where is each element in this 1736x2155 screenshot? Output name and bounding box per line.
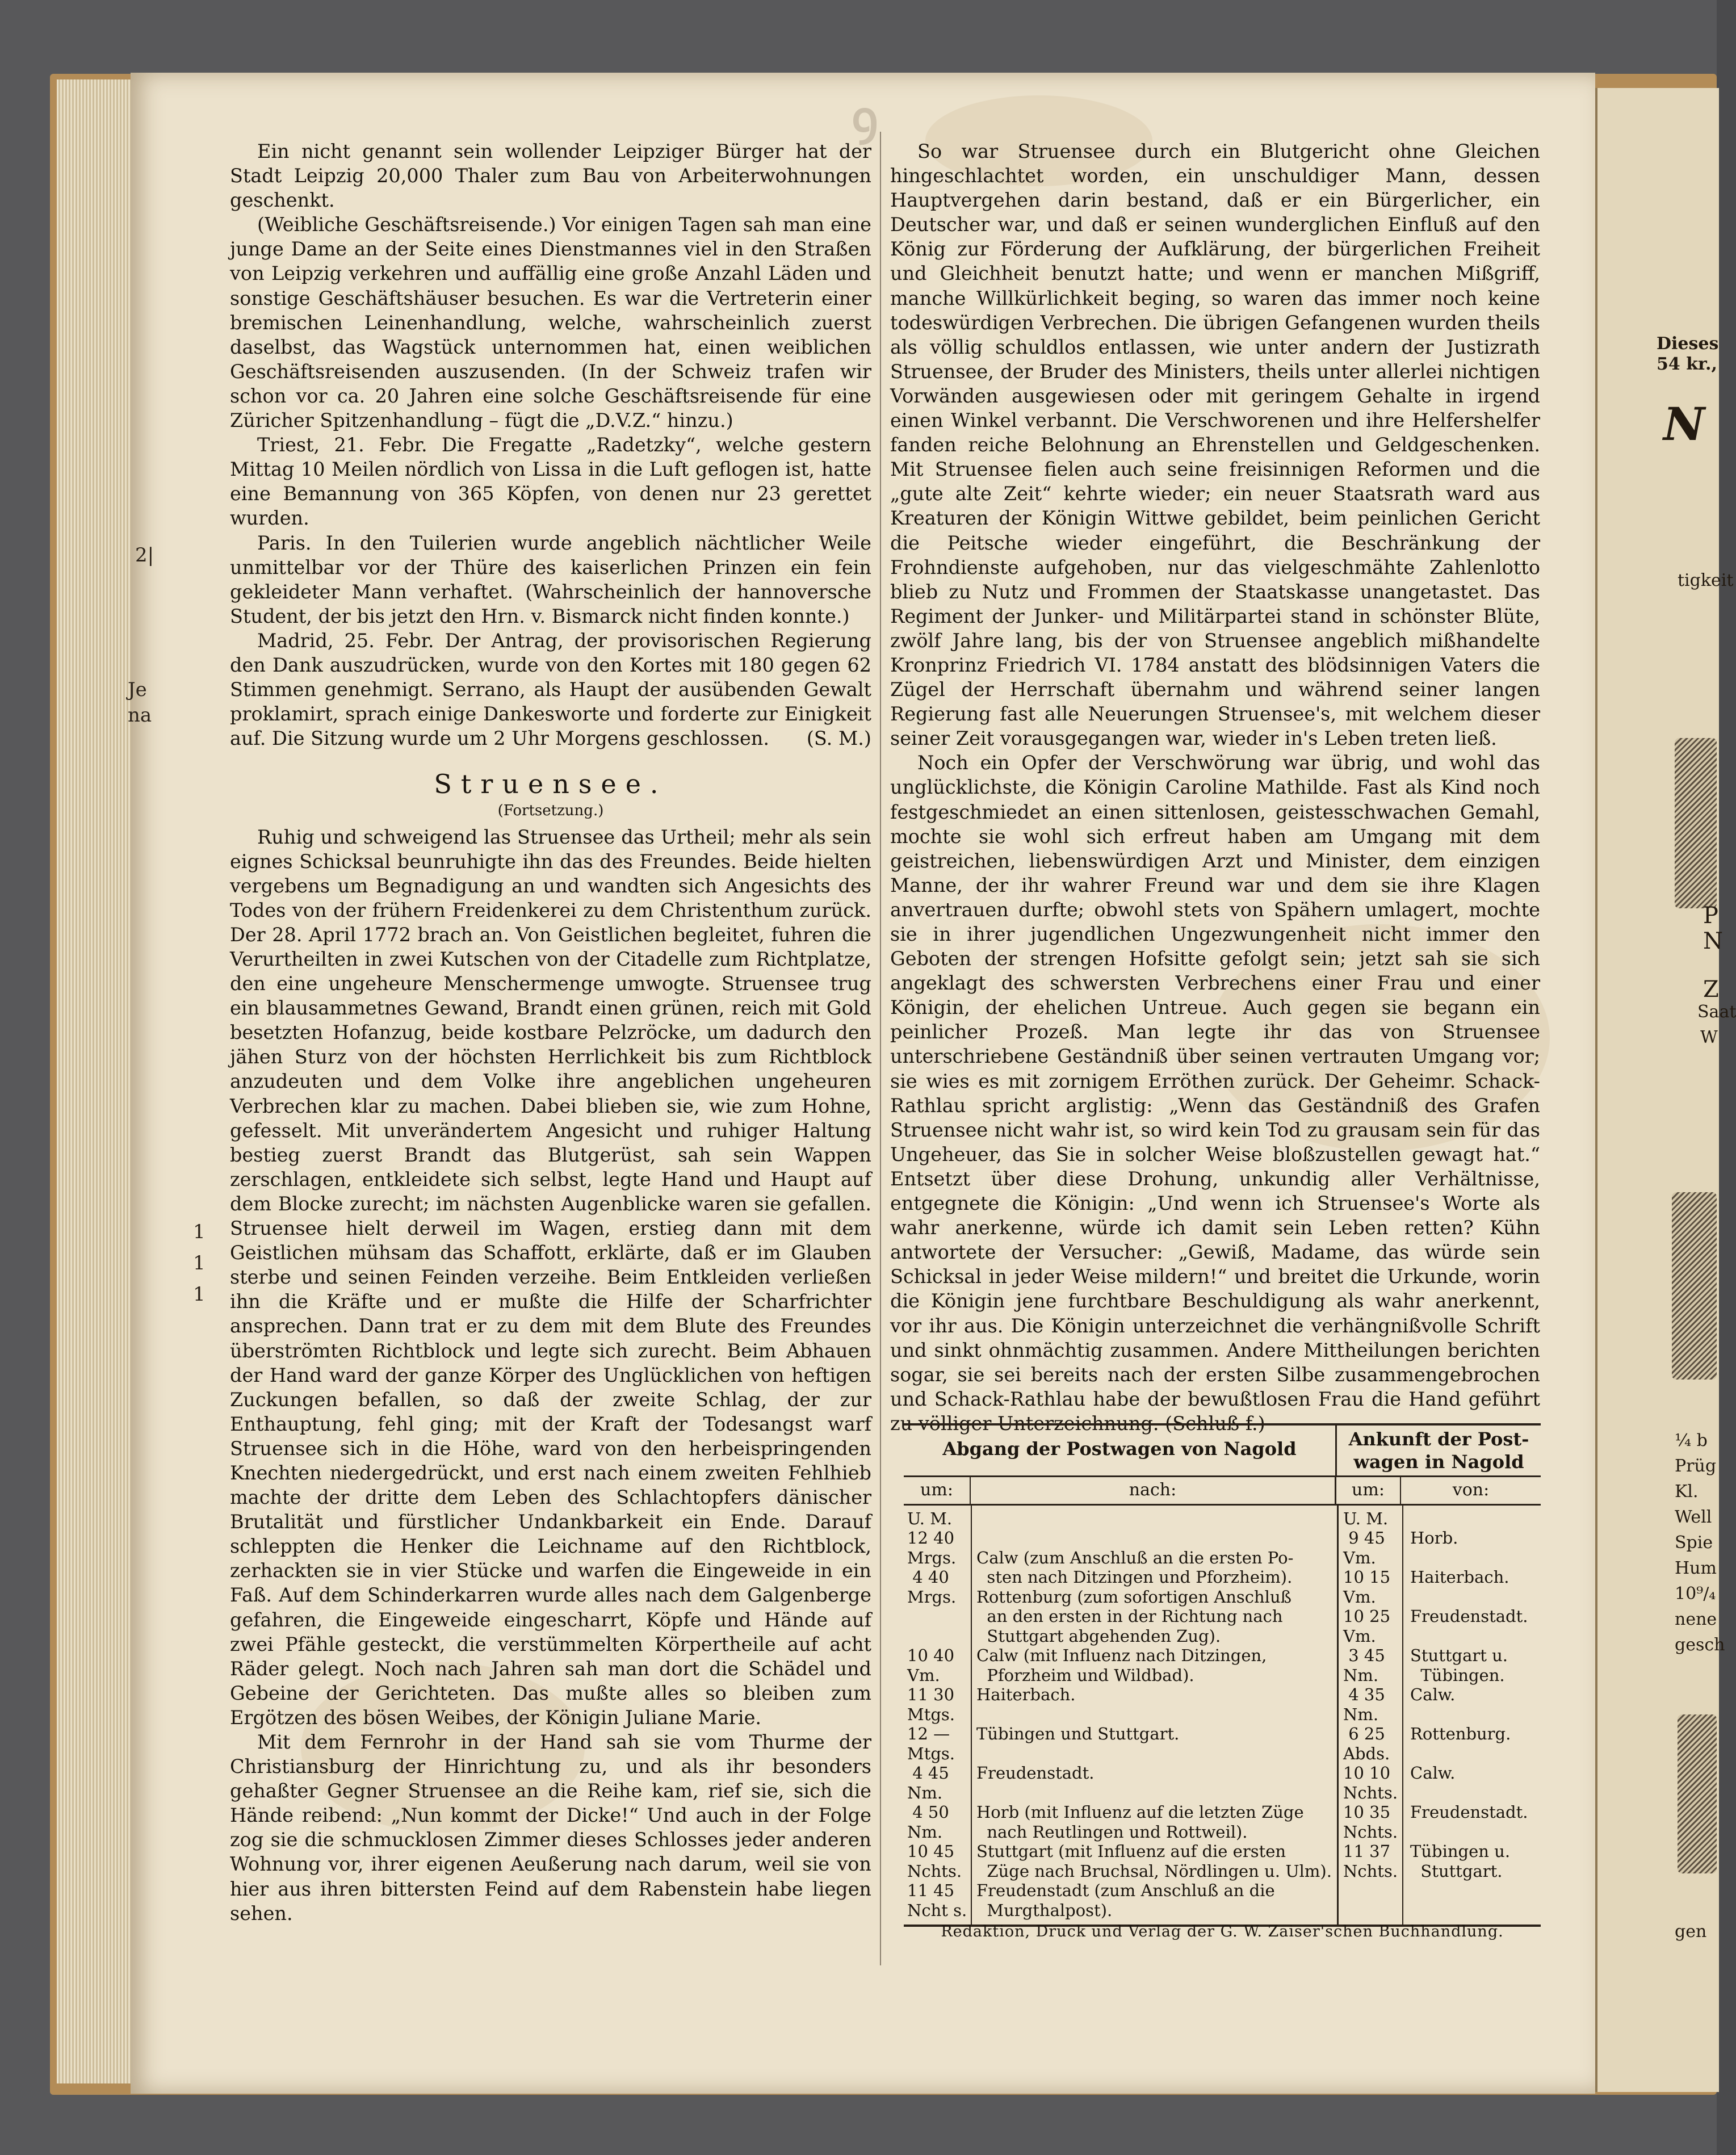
arrival-header-line1: Ankunft der Post- (1348, 1428, 1529, 1450)
next-page-fragment: gesch (1675, 1635, 1725, 1655)
timetable-body (904, 1506, 1541, 1925)
next-page-engraving (1678, 1714, 1717, 1873)
margin-fragment: 1 (193, 1283, 206, 1306)
next-page-fragment: W (1700, 1028, 1718, 1047)
article-paragraph: Noch ein Opfer der Verschwörung war übrig, und wohl das unglücklichste, die Königin Caroline Mathilde. Fast als Kind noch festgeschmiedet an einen sittenlosen, geistesschwachen Gemahl, mochte sie wohl sich erfreut haben am Umgang mit dem geistreichen, liebenswürdigen Arzt und Minister, dem einzigen Manne, der ihr wahrer Freund war und dem sie ihre Klagen anvertrauen durfte; obwohl stets von Spähern umlagert, mochte sie in ihrer jugendlichen Ungezwungenheit nicht immer den Geboten der strengen Hofsitte gefolgt sein; jetzt sah sie sich angeklagt des schwersten Verbrechens einer Frau und einer Königin, der ehelichen Untreue. Auch gegen sie begann ein peinlicher Prozeß. Man legte ihr das von Struensee unterschriebene Geständniß über seinen vertrauten Umgang vor; sie wies es mit zornigem Erröthen zurück. Der Geheimr. Schack-Rathlau spricht arglistig: „Wenn das Geständniß des Grafen Struensee nicht wahr ist, so wird kein Tod zu grausam sein für das Ungeheuer, das Sie in solcher Weise bloßzustellen gewagt hat.“ Entsetzt über diese Drohung, unkundig aller Verhältnisse, entgegnete die Königin: „Und wenn ich Struensee's Worte als wahr anerkenne, würde ich damit sein Leben retten? Kühn antwortete der Versucher: „Gewiß, Madame, das würde sein Schicksal in jeder Weise mildern!“ und breitet die Urkunde, worin die Königin jene furchtbare Beschuldigung als wahr anerkennt, vor ihr aus. Die Königin unterzeichnet die verhängnißvolle Schrift und sinkt ohnmächtig zusammen. Andere Mittheilungen berichten sogar, sie sei bereits nach der ersten Silbe zusammengebrochen und Schack-Rathlau habe der bewußtlosen Frau die Hand geführt zu völliger Unterzeichnung. (890, 752, 1540, 1435)
margin-fragment: 1 (193, 1252, 206, 1274)
postal-timetable (904, 1423, 1541, 1927)
news-item-triest: Triest, 21. Febr. Die Fregatte „Radetzky“, welche gestern Mittag 10 Meilen nördlich von Lissa in die Luft geflogen ist, hatte eine Bemannung von 365 Köpfen, von denen nur 23 gerettet wurden. (230, 434, 871, 530)
madrid-text: Madrid, 25. Febr. Der Antrag, der provisorischen Regierung den Dank auszudrücken, wurde von den Kortes mit 180 gegen 62 Stimmen genehmigt. Serrano, als Haupt der ausübenden Gewalt proklamirt, sprach einige Dankesworte und forderte zur Einigkeit auf. Die Sitzung wurde um 2 Uhr Morgens geschlossen. (230, 629, 871, 750)
next-page-fragment: Dieses (1657, 334, 1719, 354)
next-page-fragment: Saat (1697, 1002, 1736, 1022)
next-page-heading-fragment: N (1663, 397, 1705, 451)
article-paragraph: Ruhig und schweigend las Struensee das Urtheil; mehr als sein eignes Schicksal beunruhigte ihn das des Freundes. Beide hielten vergebens um Begnadigung an und wandten sich Angesichts des Todes von der frühern Freidenkerei zu dem Christenthum zurück. Der 28. April 1772 brach an. Von Geistlichen begleitet, fuhren die Verurtheilten in zwei Kutschen von der Citadelle zum Richtplatze, den eine ungeheure Menschermenge umwogte. Struensee trug ein blausammetnes Gewand, Brandt einen grünen, reich mit Gold besetzten Hofanzug, beide kostbare Pelzröcke, um dadurch den jähen Sturz von der höchsten Herrlichkeit bis zum Richtblock anzudeuten und dem Volke ihre angeblichen ungeheuren Verbrechen klar zu machen. Dabei blieben sie, wie zum Hohne, gefesselt. Mit unverändertem Angesicht und ruhiger Haltung bestieg zuerst Brandt das Blutgerüst, sah sein Wappen zerschlagen, entkleidete sich selbst, legte Hand und Haupt auf dem Blocke zurecht; im nächsten Augenblicke waren sie gefallen. Struensee hielt derweil im Wagen, erstieg dann mit dem Geistlichen mühsam das Schaffott, erklärte, daß er im Glauben sterbe und seinen Feinden verzeihe. Beim Entkleiden verließen ihn die Kräfte und er mußte die Hilfe der Scharfrichter ansprechen. Dann trat er zu dem mit dem Blute des Freundes überströmten Richtblock und legte sich zurecht. Beim Abhauen der Hand ward der ganze Körper des Unglücklichen von heftigen Zuckungen befallen, so daß der zweite Schlag, der zur Enthauptung, fehl ging; mit der Kraft der Todesangst warf Struensee sich in die Höhe, ward von den herbeispringenden Knechten niedergedrückt, und erst nach einem zweiten Fehlhieb machte der dritte dem Leben des Schlachtopfers dänischer Brutalität und fürstlicher Undankbarkeit ein Ende. Darauf schleppten die Henker die Leichname auf den Richtblock, zerhackten sie in vier Stücke und warfen die Eingeweide in ein Faß. Auf dem Schinderkarren wurde alles nach dem Galgenberge gefahren, die Eingeweide eingescharrt, Köpfe und Hände auf zwei Pfähle gesteckt, die verstümmelten Körpertheile auf acht Räder gelegt. Noch nach Jahren sah man dort die Schädel und Gebeine der Gerichteten. Das mußte alles so bleiben zum Ergötzen des bösen Weibes, der Königin Juliane Marie. (230, 825, 871, 1729)
departure-destinations: Calw (zum Anschluß an die ersten Po- sten nach Ditzingen und Pforzheim). Rottenburg (zum sofortigen Anschluß an den ersten in der Richtung nach Stuttgart abgehenden Zug). Calw (mit Influenz nach Ditzingen, Pforzheim und Wildbad). Haiterbach. Tübingen und Stuttgart. Freudenstadt. Horb (mit Influenz auf die letzten Züge nach Reutlingen und Rottweil). Stuttgart (mit Influenz auf die ersten Züge nach Bruchsal, Nördlingen u. Ulm). Freudenstadt (zum Anschluß an die Murgthalpost). (976, 1548, 1332, 1920)
column-divider (880, 132, 881, 1965)
next-page-engraving (1675, 738, 1717, 908)
right-column (890, 139, 1540, 1436)
news-item-saleswoman: (Weibliche Geschäftsreisende.) Vor einigen Tagen sah man eine junge Dame an der Seite eines Dienstmannes viel in den Straßen von Leipzig verkehren und auffällig eine große Anzahl Läden und sonstige Geschäftshäuser besuchen. Es war die Vertreterin einer bremischen Leinenhandlung, welche, wahrscheinlich zuerst daselbst, das Wagstück unternommen hat, einen weiblichen Geschäftsreisenden auszusenden. (In der Schweiz trafen wir schon vor ca. 20 Jahren eine solche Geschäftsreisende für eine Züricher Spitzenhandlung – fügt die „D.V.Z.“ hinzu.) (230, 213, 871, 432)
next-page-fragment: gen (1675, 1922, 1707, 1942)
news-item-leipzig: Ein nicht genannt sein wollender Leipziger Bürger hat der Stadt Leipzig 20,000 Thaler zum Bau von Arbeiterwohnungen geschenkt. (230, 140, 871, 212)
next-page-fragment: 54 kr., (1657, 354, 1717, 374)
next-page-fragment: Z (1703, 976, 1719, 1003)
margin-fragment: na (128, 704, 152, 727)
page-stack-edges (57, 79, 136, 2083)
madrid-signature: (S. M.) (806, 727, 871, 750)
arrival-header (1337, 1426, 1541, 1475)
next-page-fragment: Spie (1675, 1533, 1713, 1553)
article-paragraph: So war Struensee durch ein Blutgericht ohne Gleichen hingeschlachtet worden, ein unschuldiger Mann, dessen Hauptvergehen darin bestand, daß er ein Bürgerlicher, ein Deutscher war, und daß er seinen wunderglichen Einfluß auf den König zur Förderung der Aufklärung, der bürgerlichen Freiheit und Gleichheit benutzt hatte; und wenn er manchen Mißgriff, manche Willkürlichkeit beging, so waren das immer noch keine todeswürdigen Verbrechen. Die übrigen Gefangenen wurden theils als völlig schuldlos entlassen, wie unter andern der Justizrath Struensee, der Bruder des Ministers, theils unter allerlei nichtigen Vorwänden ausgewiesen oder mit geringem Gehalte in irgend einen Winkel verbannt. Die Verschworenen und ihre Helfershelfer fanden reiche Belohnung an Ehrenstellen und Geldgeschenken. Mit Struensee fielen auch seine freisinnigen Reformen und die „gute alte Zeit“ kehrte wieder; ein neuer Staatsrath ward aus Kreaturen der Königin Wittwe gebildet, beim peinlichen Gericht die Peitsche wieder eingeführt, die Beschränkung der Frohndienste aufgehoben, nur das vielgeschmähte Zahlenlotto blieb zu Nutz und Frommen der Staatskasse unangetastet. Das Regiment der Junker- und Militärpartei stand in schönster Blüte, zwölf Jahre lang, bis der von Struensee angeblich mißhandelte Kronprinz Friedrich VI. 1784 anstatt des blödsinnigen Vaters die Zügel der Herrschaft übernahm und während seiner langen Regierung fast alle Neuerungen Struensee's, mit welchem dieser seiner Zeit vorausgegangen war, wieder in's Leben treten ließ. (890, 140, 1540, 750)
timetable-subheader (904, 1477, 1541, 1506)
next-page-fragment: P (1703, 903, 1718, 929)
arrival-times: U. M. 9 45 Vm. 10 15 Vm. 10 25 Vm. 3 45 Nm. 4 35 Nm. 6 25 Abds. 10 10 Nchts. 10 35 Nchts. 11 37 Nchts. (1343, 1508, 1398, 1881)
next-page-fragment: ¼ b (1675, 1431, 1708, 1450)
arrival-origins: Horb. Haiterbach. Freudenstadt. Stuttgart u. Tübingen. Calw. Rottenburg. Calw. Freudenstadt. Tübingen u. Stuttgart. (1410, 1528, 1528, 1881)
next-page-fragment: Prüg (1675, 1456, 1717, 1476)
margin-fragment: 2| (135, 544, 154, 567)
next-page-fragment: 10⁹/₄ (1675, 1584, 1716, 1604)
article-title: Struensee. (434, 769, 668, 800)
margin-fragment: Je (128, 678, 147, 701)
sub-um: um: (904, 1477, 971, 1504)
timetable-header (904, 1426, 1541, 1477)
news-item-madrid (230, 628, 871, 751)
margin-fragment: 1 (193, 1221, 206, 1243)
next-page-fragment: Kl. (1675, 1482, 1704, 1502)
departure-header: Abgang der Postwagen von Nagold (904, 1426, 1337, 1475)
next-page-fragment: Hum (1675, 1558, 1717, 1578)
next-page-fragment: tigkeit (1678, 571, 1734, 590)
left-column (230, 139, 871, 1926)
sub-von: von: (1452, 1480, 1490, 1500)
next-page-fragment: Well (1675, 1507, 1712, 1527)
article-subtitle: (Fortsetzung.) (497, 802, 604, 820)
next-page-engraving (1672, 1192, 1717, 1380)
next-page-fragment: N (1703, 928, 1723, 954)
news-item-paris: Paris. In den Tuilerien wurde angeblich nächtlicher Weile unmittelbar vor der Thüre des kaiserlichen Prinzen ein fein gekleideter Mann verhaftet. (Wahrscheinlich der hannoversche Student, der bis jetzt den Hrn. v. Bismarck nicht finden konnte.) (230, 531, 871, 627)
article-paragraph: Mit dem Fernrohr in der Hand sah sie vom Thurme der Christiansburg der Hinrichtung zu, und als ihr besonders gehaßter Gegner Struensee an die Reihe kam, rief sie, sich die Hände reibend: „Nun kommt der Dicke!“ Und auch in der Folge zog sie die schmucklosen Zimmer dieses Schlosses jeder anderen Wohnung vor, ihrer eigenen Aeußerung nach darum, weil sie von hier aus ihren bittersten Feind auf dem Rabenstein habe liegen sehen. (230, 1731, 871, 1925)
imprint-footer: Redaktion, Druck und Verlag der G. W. Zaiser'schen Buchhandlung. (941, 1923, 1504, 1940)
sub-nach: nach: (971, 1477, 1336, 1504)
sub-um-arrival: um: (1336, 1477, 1401, 1504)
bleed-through-text: ꝯ (852, 91, 878, 144)
continued-note: (Schluß f.) (1165, 1412, 1265, 1435)
departure-times: U. M. 12 40 Mrgs. 4 40 Mrgs. 10 40 Vm. 11 30 Mtgs. 12 — Mtgs. 4 45 Nm. 4 50 Nm. 10 45 Nchts. 11 45 Ncht s. (907, 1508, 967, 1920)
next-page-fragment: nene (1675, 1609, 1717, 1629)
arrival-header-line2: wagen in Nagold (1353, 1451, 1524, 1473)
